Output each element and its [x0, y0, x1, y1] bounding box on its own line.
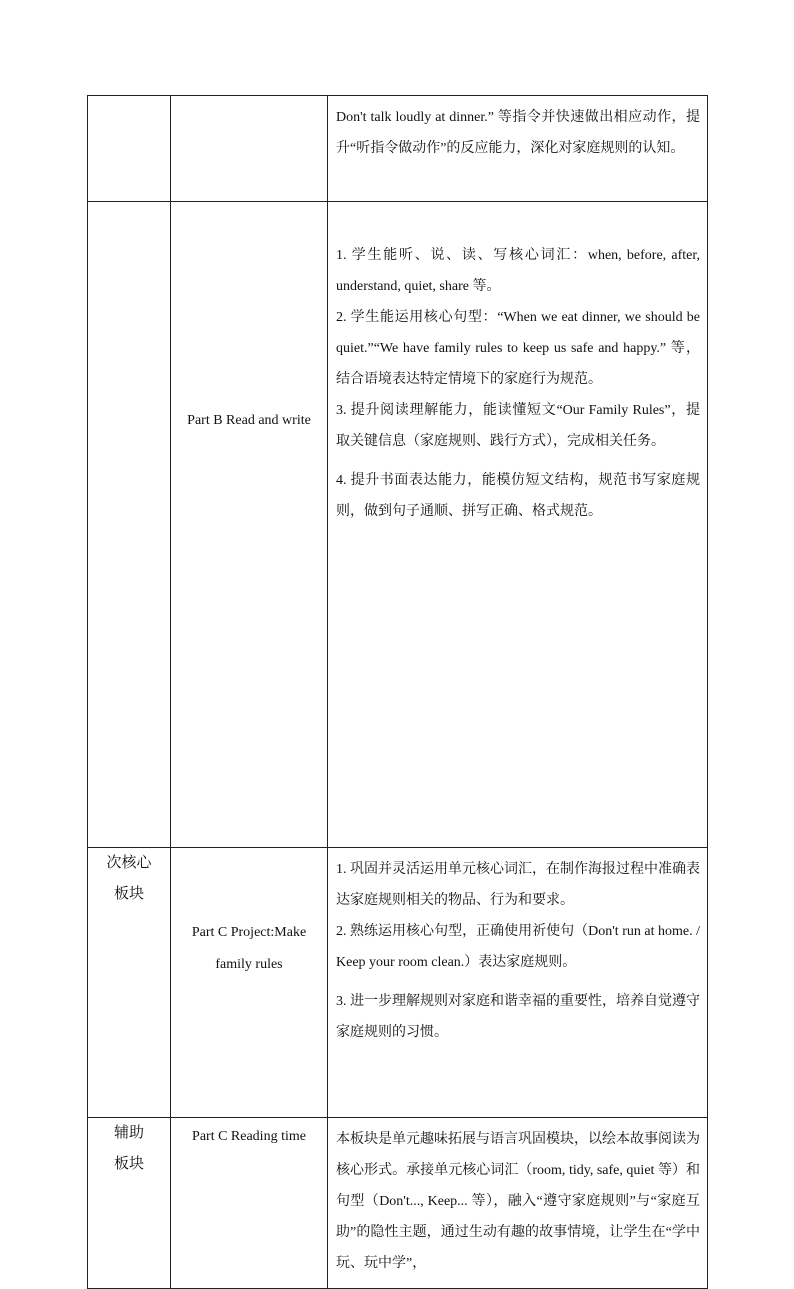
goal-item: 2. 学生能运用核心句型：“When we eat dinner, we should be quiet.”“We have family rules to keep us safe and happy.” 等，结合语境表达特定情境下的家庭行为规范。 [336, 310, 700, 387]
table-row-part-c-reading [88, 1118, 708, 1289]
part-cell [171, 96, 328, 202]
part-name-line: Part C Project:Make [191, 925, 307, 940]
table-row-part-b [88, 202, 708, 848]
table-row-continuation [88, 96, 708, 202]
module-cell [88, 1118, 171, 1289]
module-cell [88, 202, 171, 848]
goal-item: 3. 提升阅读理解能力，能读懂短文“Our Family Rules”，提取关键信息（家庭规则、践行方式），完成相关任务。 [336, 403, 700, 449]
lesson-objectives-table [87, 95, 708, 1289]
module-name-line: 次核心 [106, 855, 152, 871]
goals-cell [328, 202, 708, 848]
goal-item: 2. 熟练运用核心句型，正确使用祈使句（Don't run at home. / Keep your room clean.）表达家庭规则。 [336, 924, 700, 970]
goal-text: 本板块是单元趣味拓展与语言巩固模块，以绘本故事阅读为核心形式。承接单元核心词汇（room, tidy, safe, quiet 等）和句型（Don't..., Keep... 等），融入“遵守家庭规则”与“家庭互助”的隐性主题，通过生动有趣的故事情境，让学生在“学中玩、玩中学”， [336, 1132, 700, 1271]
goals-cell [328, 848, 708, 1118]
goals-cell [328, 1118, 708, 1289]
module-name-line: 板块 [113, 1156, 144, 1172]
part-cell [171, 1118, 328, 1289]
goal-item: 4. 提升书面表达能力，能模仿短文结构，规范书写家庭规则，做到句子通顺、拼写正确、格式规范。 [336, 473, 700, 519]
goal-item: 1. 学生能听、说、读、写核心词汇：when, before, after, understand, quiet, share 等。 [336, 248, 700, 294]
goal-text: Don't talk loudly at dinner.” 等指令并快速做出相应动作，提升“听指令做动作”的反应能力，深化对家庭规则的认知。 [336, 110, 700, 156]
goals-cell [328, 96, 708, 202]
part-name-line: family rules [215, 957, 283, 972]
module-cell [88, 848, 171, 1118]
part-name: Part C Reading time [192, 1129, 306, 1144]
module-cell [88, 96, 171, 202]
part-cell [171, 202, 328, 848]
module-name-line: 板块 [113, 886, 144, 902]
goal-item: 1. 巩固并灵活运用单元核心词汇，在制作海报过程中准确表达家庭规则相关的物品、行为和要求。 [336, 862, 700, 908]
part-cell [171, 848, 328, 1118]
module-name-line: 辅助 [113, 1125, 144, 1141]
table-row-part-c-project [88, 848, 708, 1118]
goal-item: 3. 进一步理解规则对家庭和谐幸福的重要性，培养自觉遵守家庭规则的习惯。 [336, 994, 700, 1040]
part-name: Part B Read and write [187, 413, 311, 428]
